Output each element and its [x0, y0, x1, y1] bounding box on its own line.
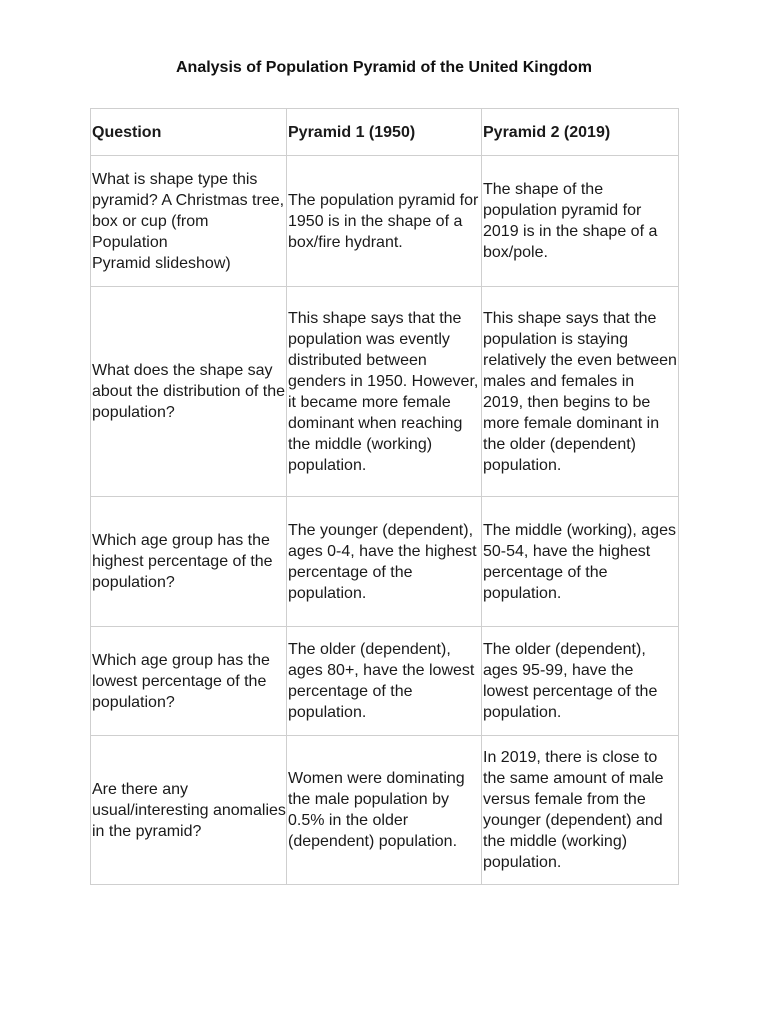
pyramid-2019-cell: This shape says that the population is staying relatively the even between males and females in 2019, then begins to be more female dominant in the older (dependent) population.	[482, 287, 679, 497]
analysis-table	[90, 108, 679, 885]
table-row	[91, 156, 679, 287]
table-row	[91, 736, 679, 885]
table-row	[91, 627, 679, 736]
table-row	[91, 497, 679, 627]
question-cell: What does the shape say about the distribution of the population?	[91, 287, 287, 497]
pyramid-1950-cell: The younger (dependent), ages 0-4, have the highest percentage of the population.	[287, 497, 482, 627]
pyramid-2019-cell: The older (dependent), ages 95-99, have the lowest percentage of the population.	[482, 627, 679, 736]
pyramid-1950-cell: The older (dependent), ages 80+, have the lowest percentage of the population.	[287, 627, 482, 736]
pyramid-2019-cell: The middle (working), ages 50-54, have the highest percentage of the population.	[482, 497, 679, 627]
pyramid-1950-cell: The population pyramid for 1950 is in the shape of a box/fire hydrant.	[287, 156, 482, 287]
page-title: Analysis of Population Pyramid of the United Kingdom	[175, 59, 593, 76]
question-cell: Which age group has the lowest percentage of the population?	[91, 627, 287, 736]
pyramid-2019-cell: The shape of the population pyramid for 2019 is in the shape of a box/pole.	[482, 156, 679, 287]
question-cell: Which age group has the highest percentage of the population?	[91, 497, 287, 627]
table-header-row	[91, 109, 679, 156]
question-cell: What is shape type this pyramid? A Christmas tree, box or cup (from Population Pyramid slideshow)	[91, 156, 287, 287]
table-row	[91, 287, 679, 497]
pyramid-1950-cell: This shape says that the population was evently distributed between genders in 1950. However, it became more female dominant when reaching the middle (working) population.	[287, 287, 482, 497]
header-pyramid-1950: Pyramid 1 (1950)	[287, 109, 482, 156]
pyramid-2019-cell: In 2019, there is close to the same amount of male versus female from the younger (dependent) and the middle (working) population.	[482, 736, 679, 885]
question-cell: Are there any usual/interesting anomalies in the pyramid?	[91, 736, 287, 885]
header-pyramid-2019: Pyramid 2 (2019)	[482, 109, 679, 156]
header-question: Question	[91, 109, 287, 156]
pyramid-1950-cell: Women were dominating the male population by 0.5% in the older (dependent) population.	[287, 736, 482, 885]
